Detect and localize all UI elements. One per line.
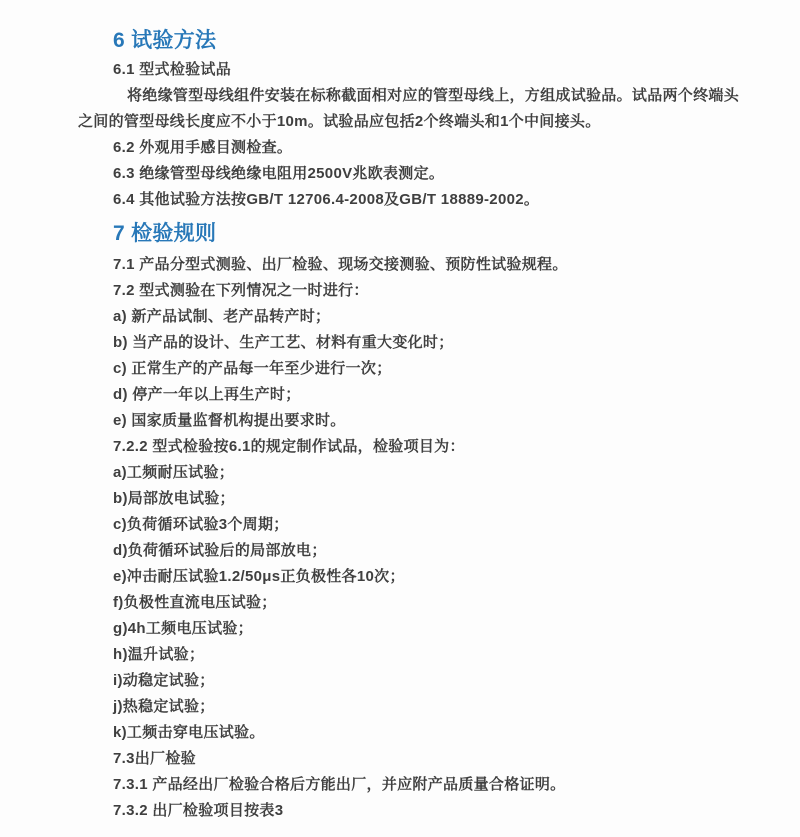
list-item-7-2-2-a: a)工频耐压试验； xyxy=(113,464,235,481)
list-item-7-2-b: b) 当产品的设计、生产工艺、材料有重大变化时； xyxy=(113,334,454,351)
clause-6-1: 6.1 型式检验试品 xyxy=(113,61,232,78)
clause-7-2: 7.2 型式测验在下列情况之一时进行： xyxy=(113,282,369,299)
list-item-7-2-a: a) 新产品试制、老产品转产时； xyxy=(113,308,331,325)
clause-6-1-paragraph-line-2: 之间的管型母线长度应不小于10m。试验品应包括2个终端头和1个中间接头。 xyxy=(78,113,601,130)
list-item-7-2-2-k: k)工频击穿电压试验。 xyxy=(113,724,265,741)
clause-7-3-1: 7.3.1 产品经出厂检验合格后方能出厂，并应附产品质量合格证明。 xyxy=(113,776,566,793)
section-6-heading: 6 试验方法 xyxy=(113,29,217,52)
list-item-7-2-2-b: b)局部放电试验； xyxy=(113,490,235,507)
list-item-7-2-c: c) 正常生产的产品每一年至少进行一次； xyxy=(113,360,392,377)
clause-7-3-2: 7.3.2 出厂检验项目按表3 xyxy=(113,802,284,819)
clause-7-1: 7.1 产品分型式测验、出厂检验、现场交接测验、预防性试验规程。 xyxy=(113,256,568,273)
clause-6-3: 6.3 绝缘管型母线绝缘电阻用2500V兆欧表测定。 xyxy=(113,165,445,182)
list-item-7-2-2-c: c)负荷循环试验3个周期； xyxy=(113,516,289,533)
clause-6-2: 6.2 外观用手感目测检查。 xyxy=(113,139,293,156)
list-item-7-2-2-j: j)热稳定试验； xyxy=(113,698,215,715)
clause-7-2-2: 7.2.2 型式检验按6.1的规定制作试品，检验项目为： xyxy=(113,438,465,455)
list-item-7-2-d: d) 停产一年以上再生产时； xyxy=(113,386,301,403)
list-item-7-2-2-h: h)温升试验； xyxy=(113,646,205,663)
list-item-7-2-e: e) 国家质量监督机构提出要求时。 xyxy=(113,412,346,429)
list-item-7-2-2-f: f)负极性直流电压试验； xyxy=(113,594,277,611)
list-item-7-2-2-i: i)动稳定试验； xyxy=(113,672,215,689)
clause-7-3: 7.3出厂检验 xyxy=(113,750,196,767)
list-item-7-2-2-e: e)冲击耐压试验1.2/50μs正负极性各10次； xyxy=(113,568,405,585)
list-item-7-2-2-g: g)4h工频电压试验； xyxy=(113,620,253,637)
list-item-7-2-2-d: d)负荷循环试验后的局部放电； xyxy=(113,542,327,559)
section-7-heading: 7 检验规则 xyxy=(113,222,217,245)
clause-6-1-paragraph-line-1: 将绝缘管型母线组件安装在标称截面相对应的管型母线上，方组成试验品。试品两个终端头 xyxy=(127,87,740,104)
clause-6-4: 6.4 其他试验方法按GB/T 12706.4-2008及GB/T 18889-2002。 xyxy=(113,191,540,208)
